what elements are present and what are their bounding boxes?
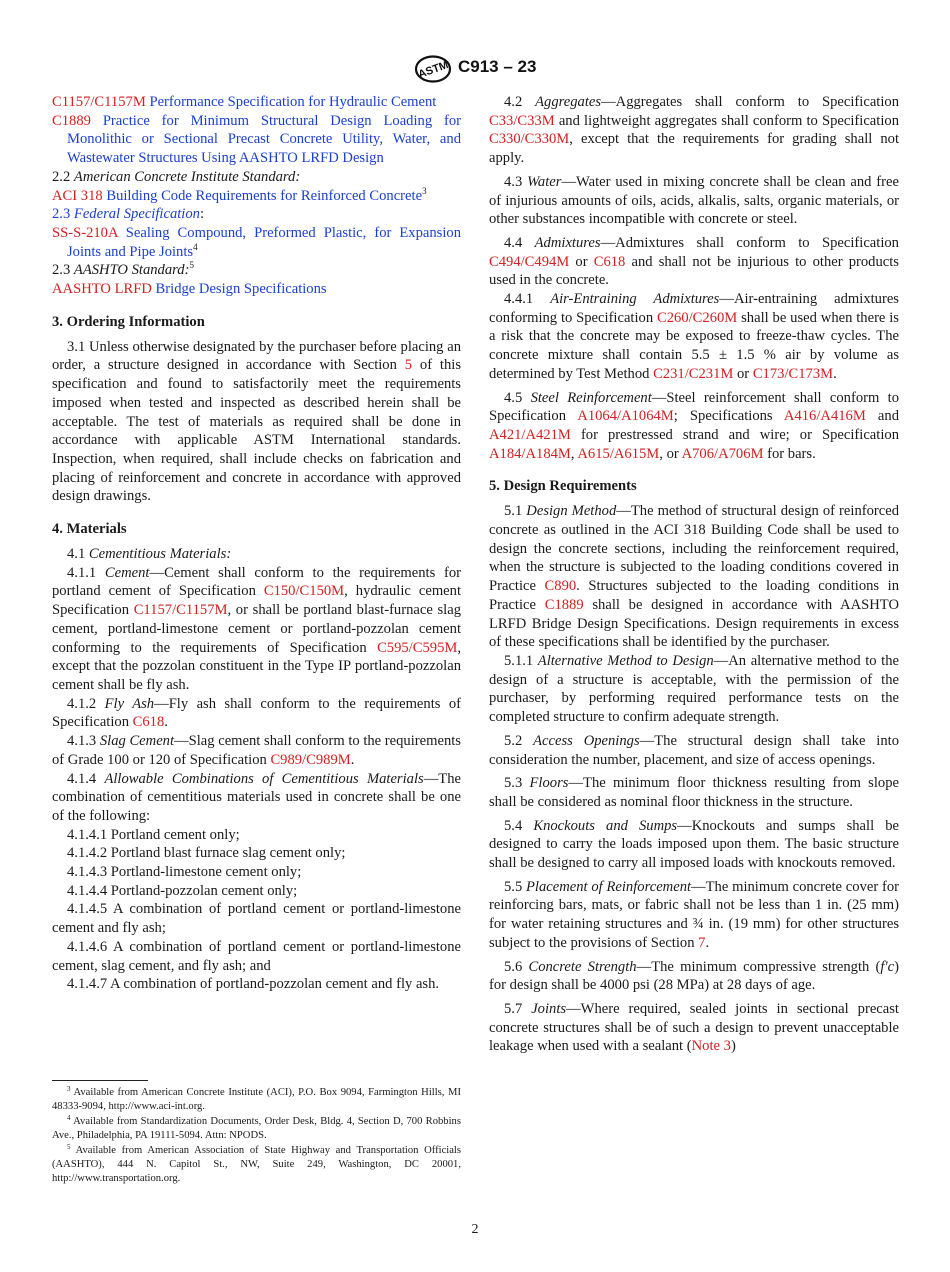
link-a184[interactable]: A184/A184M [489,445,571,462]
link-a615[interactable]: A615/A615M [577,445,660,462]
link-c618[interactable]: C618 [593,253,626,270]
list-item: 4.1.4.7 A combination of portland-pozzolan cement and fly ash. [67,976,440,993]
link-c260[interactable]: C260/C260M [657,309,738,326]
paragraph-4-1-4: 4.1.4 Allowable Combinations of Cementitious Materials—The combination of cementitious materials used in concrete shall be one of the following: [52,770,461,824]
link-aashto-lrfd[interactable]: AASHTO LRFD [52,281,152,298]
footnote-4: $^4$ Available from Standardization Documents, Order Desk, Bldg. 4, Section D, 700 Robbins Ave., Philadelphia, PA 19111-5094. Attn: NPODS. [52,1113,461,1142]
link-c173[interactable]: C173/C173M [752,365,834,382]
reference-c1157: C1157/C1157M Performance Specification for Hydraulic Cement [52,94,437,110]
paragraph-3-1: 3.1 Unless otherwise designated by the purchaser before placing an order, a structure designed in accordance with Section 5 of this specification and found to satisfactorily meet the requirements imposed when tested and inspected as described herein shall be acceptable. The test of materials as required shall be done in accordance with applicable ASTM International standards. Inspection, when required, shall include checks on fabrication and placing of reinforcement and concrete in accordance with approved design drawings. [52,338,462,505]
paragraph-5-5: 5.5 Placement of Reinforcement—The minimum concrete cover for reinforcing bars, mats, or fabric shall not be less than 1 in. (25 mm) for water retaining structures and ¾ in. (19 mm) for other structures subject to the provisions of Section 7. [489,878,899,951]
link-a421[interactable]: A421/A421M [489,426,571,443]
paragraph-4-1-3: 4.1.3 Slag Cement—Slag cement shall conform to the requirements of Grade 100 or 120 of Specification C989/C989M. [52,733,461,768]
link-section-5[interactable]: 5 [404,357,413,374]
paragraph-4-1-1: 4.1.1 Cement—Cement shall conform to the requirements for portland cement of Specification C150/C150M, hydraulic cement Specification C1157/C1157M, or shall be portland blast-furnace slag cement, portland-limestone cement or portland-pozzolan cement conforming to the requirements of Specification C595/C595M, except that the pozzolan constituent in the Type IP portland-pozzolan cement shall be fly ash. [52,564,462,693]
paragraph-4-3: 4.3 Water—Water used in mixing concrete shall be clean and free of injurious amounts of oils, acids, alkalis, salts, organic materials, or other substances incompatible with concrete or steel. [489,173,899,228]
link-c618[interactable]: C618 [132,714,165,731]
reference-ss-s-210a: SS-S-210A Sealing Compound, Preformed Plastic, for Expansion Joints and Pipe Joints$^4$ [52,224,461,260]
reference-aashto-lrfd: AASHTO LRFD Bridge Design Specifications [52,281,327,298]
footnote-ref-5[interactable]: 5 [189,260,194,271]
footnote-ref-4[interactable]: 4 [193,241,198,252]
svg-text:ASTM: ASTM [416,58,451,81]
link-note-3[interactable]: Note 3 [691,1038,731,1055]
paragraph-5-3: 5.3 Floors—The minimum floor thickness resulting from slope shall be considered as nominal floor thickness in the structure. [489,775,899,810]
link-c494[interactable]: C494/C494M [489,253,570,270]
link-c231[interactable]: C231/C231M [653,365,734,382]
link-c595[interactable]: C595/C595M [377,639,458,656]
reference-c1889: C1889 Practice for Minimum Structural Design Loading for Monolithic or Sectional Precast Concrete Utility, Water, and Wastewater Structures Using AASHTO LRFD Design [52,112,462,167]
list-item: 4.1.4.1 Portland cement only; [67,826,240,843]
paragraph-5-2: 5.2 Access Openings—The structural design shall take into consideration the number, placement, and size of access openings. [489,732,900,768]
list-item: 4.1.4.6 A combination of portland cement or portland-limestone cement, slag cement, and fly ash; and [52,938,461,974]
heading-ordering-information: 3. Ordering Information [52,313,205,330]
section-2-3-federal: 2.3 Federal Specification: [52,206,205,223]
link-c890[interactable]: C890 [544,578,577,595]
paragraph-5-1: 5.1 Design Method—The method of structural design of reinforced concrete as outlined in the ACI 318 Building Code shall be used to design the concrete sections, including the reinforcement required, when the structure is subjected to the loading conditions covered in Practice C890. Structures subjected to the loading conditions in Practice C1889 shall be designed in accordance with AASHTO LRFD Bridge Design Specifications. Design requirements in excess of these specifications shall be identified by the purchaser. [489,503,900,651]
paragraph-4-4-1: 4.4.1 Air-Entraining Admixtures—Air-entraining admixtures conforming to Specification C260/C260M shall be used when there is a risk that the concrete may be exposed to freeze-thaw cycles. The concrete mixture shall contain 5.5 ± 1.5 % air by volume as determined by Test Method C231/C231M or C173/C173M. [489,291,899,382]
list-item: 4.1.4.3 Portland-limestone cement only; [67,864,302,881]
link-c989[interactable]: C989/C989M [270,751,351,768]
section-2-2: 2.2 American Concrete Institute Standard: [52,168,301,185]
paragraph-4-4: 4.4 Admixtures—Admixtures shall conform to Specification C494/C494M or C618 and shall not be injurious to other products used in the concrete. [489,234,899,289]
footnote-3: $^3$ Available from American Concrete Institute (ACI), P.O. Box 9094, Farmington Hills, MI 48333-9094, http://www.aci-int.org. [52,1085,461,1113]
paragraph-5-7: 5.7 Joints—Where required, sealed joints in sectional precast concrete structures shall be of such a design to prevent unacceptable leakage when used with a sealant (Note 3) [489,1000,899,1055]
paragraph-4-5: 4.5 Steel Reinforcement—Steel reinforcement shall conform to Specification A1064/A1064M; Specifications A416/A416M and A421/A421M for prestressed strand and wire; or Specification A184/A184M, A615/A615M, or A706/A706M for bars. [489,389,899,462]
paragraph-4-1: 4.1 Cementitious Materials: [67,546,232,563]
footnote-5: $^5$ Available from American Association of State Highway and Transportation Officials (AASHTO), 444 N. Capitol St., NW, Suite 249, Washington, DC 20001, http://www.transportation.org. [52,1142,461,1185]
link-c33[interactable]: C33/C33M [489,112,555,129]
list-item: 4.1.4.5 A combination of portland cement or portland-limestone cement and fly ash; [52,901,461,937]
link-c1889[interactable]: C1889 [544,596,584,613]
section-2-3-aashto: 2.3 AASHTO Standard:$^5$ [52,260,194,279]
link-ss-s-210a[interactable]: SS-S-210A [52,224,118,241]
paragraph-4-1-2: 4.1.2 Fly Ash—Fly ash shall conform to the requirements of Specification C618. [52,695,461,731]
reference-aci-318: ACI 318 Building Code Requirements for Reinforced Concrete$^3$ [52,185,427,204]
right-column [489,93,899,1056]
link-c1157[interactable]: C1157/C1157M [133,602,228,619]
astm-logo-icon [414,55,452,83]
paragraph-5-1-1: 5.1.1 Alternative Method to Design—An alternative method to the design of a structure is acceptable, with the permission of the purchaser, by performing required performance tests on the completed structure to confirm adequate strength. [489,652,899,726]
heading-design-requirements: 5. Design Requirements [489,478,637,495]
link-aci-318[interactable]: ACI 318 [52,187,103,204]
link-a416[interactable]: A416/A416M [783,408,866,425]
left-column [52,93,461,994]
list-item: 4.1.4.4 Portland-pozzolan cement only; [67,882,298,899]
paragraph-5-4: 5.4 Knockouts and Sumps—Knockouts and sumps shall be designed to carry the loads imposed upon them. The basic structure shall be designed to carry all imposed loads with knockouts removed. [489,817,899,872]
link-c330[interactable]: C330/C330M [489,131,570,148]
paragraph-4-2: 4.2 Aggregates—Aggregates shall conform to Specification C33/C33M and lightweight aggregates shall conform to Specification C330/C330M, except that the requirements for grading shall not apply. [489,94,899,167]
link-a706[interactable]: A706/A706M [681,445,764,462]
page-number: 2 [471,1222,479,1237]
page-header [0,55,950,83]
standard-designation: C913 – 23 [458,57,537,76]
link-c150[interactable]: C150/C150M [263,583,345,600]
link-c1157[interactable]: C1157/C1157M [52,94,146,110]
footnote-ref-3[interactable]: 3 [422,185,427,196]
link-c1889[interactable]: C1889 [52,112,91,129]
link-section-7[interactable]: 7 [698,934,706,951]
heading-materials: 4. Materials [52,521,127,538]
footnote-divider [52,1080,148,1081]
list-item: 4.1.4.2 Portland blast furnace slag cement only; [67,845,346,862]
link-a1064[interactable]: A1064/A1064M [577,408,674,425]
paragraph-5-6: 5.6 Concrete Strength—The minimum compressive strength (f′c) for design shall be 4000 psi (28 MPa) at 28 days of age. [489,958,899,994]
footnotes [52,1080,461,1187]
